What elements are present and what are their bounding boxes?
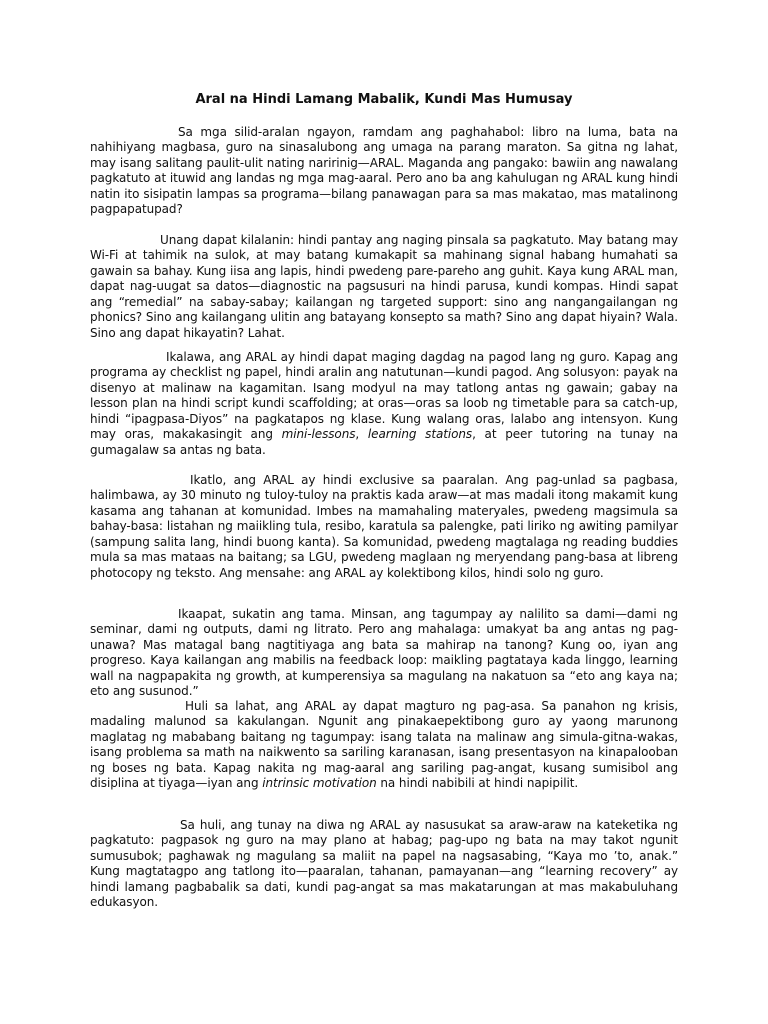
paragraph-text: Sa mga silid-aralan ngayon, ramdam ang paghahabol: libro na luma, bata na nahihiyang magbasa, guro na sinasalubong ang umaga na parang maraton. Sa gitna ng lahat, may isang salitang paulit-ulit nating naririnig—ARAL. Maganda ang pangako: bawiin ang nawalang pagkatuto at ituwid ang landas ng mga mag-aaral. Pero ano ba ang kahulugan ng ARAL kung hindi natin ito sisipatin lampas sa programa—bilang panawagan para sa mas makatao, mas matalinong pagpapatupad?: [90, 125, 678, 217]
paragraph-text: Unang dapat kilalanin: hindi pantay ang naging pinsala sa pagkatuto. May batang may Wi-Fi at tahimik na sulok, at may batang kumakapit sa mahinang signal habang humahati sa gawain sa bahay. Kung iisa ang lapis, hindi pwedeng pare-pareho ang guhit. Kaya kung ARAL man, dapat nag-uugat sa datos—diagnostic na pagsusuri na hindi parusa, kundi kompas. Hindi sapat ang “remedial” na sabay-sabay; kailangan ng targeted support: sino ang nangangailangan ng phonics? Sino ang kailangang ulitin ang batayang konsepto sa math? Sino ang dapat hiyain? Wala. Sino ang dapat hikayatin? Lahat.: [90, 233, 678, 340]
paragraph-text: Sa huli, ang tunay na diwa ng ARAL ay nasusukat sa araw-araw na kateketika ng pagkatuto: pagpasok ng guro na may plano at habag; pag-upo ng bata na may takot ngunit sumusubok; paghawak ng magulang sa maliit na papel na nagsasabing, “Kaya mo ’to, anak.” Kung magtatagpo ang tatlong ito—paaralan, tahanan, pamayanan—ang “learning recovery” ay hindi lamang pagbabalik sa dati, kundi pag-angat sa mas makatarungan at mas makabuluhang edukasyon.: [90, 818, 678, 910]
paragraph-6: [90, 699, 678, 792]
paragraph-text: na hindi nabibili at hindi napipilit.: [376, 776, 579, 791]
paragraph-text: Ikaapat, sukatin ang tama. Minsan, ang tagumpay ay nalilito sa dami—dami ng seminar, dami ng outputs, dami ng litrato. Pero ang mahalaga: umakyat ba ang antas ng pag-unawa? Mas matagal bang nagtitiyaga ang bata sa mahirap na tanong? Kung oo, iyan ang progreso. Kaya kailangan ang mabilis na feedback loop: maikling pagtataya kada linggo, learning wall na nagpapakita ng growth, at kumperensiya sa magulang na nakatuon sa “eto ang kaya na; eto ang susunod.”: [90, 607, 678, 699]
paragraph-2: [90, 233, 678, 341]
paragraph-7: [90, 818, 678, 911]
emphasized-text: mini-lessons: [281, 427, 356, 442]
paragraph-1: [90, 125, 678, 218]
paragraph-text: ,: [355, 427, 368, 442]
paragraph-text: , at peer tutoring na tunay na gumagalaw sa antas ng bata.: [90, 427, 678, 457]
document-title: Aral na Hindi Lamang Mabalik, Kundi Mas Humusay: [195, 92, 573, 107]
paragraph-text: Ikalawa, ang ARAL ay hindi dapat maging dagdag na pagod lang ng guro. Kapag ang programa ay checklist ng papel, hindi aralin ang natutunan—kundi pagod. Ang solusyon: payak na disenyo at malinaw na kagamitan. Isang modyul na may tatlong antas ng gawain; gabay na lesson plan na hindi script kundi scaffolding; at oras—oras sa loob ng timetable para sa catch-up, hindi “ipagpasa-Diyos” na pagkatapos ng klase. Kung walang oras, lalabo ang intensyon. Kung may oras, makakasingit ang: [90, 350, 678, 442]
paragraph-text: Huli sa lahat, ang ARAL ay dapat magturo ng pag-asa. Sa panahon ng krisis, madaling malunod sa kakulangan. Ngunit ang pinakaepektibong guro ay yaong marunong maglatag ng mababang baitang ng tagumpay: isang talata na malinaw ang simula-gitna-wakas, isang problema sa math na naikwento sa sariling karanasan, isang presentasyon na kinapalooban ng boses ng bata. Kapag nakita ng mag-aaral ang sariling pag-angat, kusang sumisibol ang disiplina at tiyaga—iyan ang: [90, 699, 678, 791]
paragraph-text: Ikatlo, ang ARAL ay hindi exclusive sa paaralan. Ang pag-unlad sa pagbasa, halimbawa, ay 30 minuto ng tuloy-tuloy na praktis kada araw—at mas madali itong makamit kung kasama ang tahanan at komunidad. Imbes na mamahaling materyales, pwedeng magsimula sa bahay-basa: listahan ng maiikling tula, resibo, karatula sa palengke, pati liriko ng awiting pamilyar (sampung salita lang, hindi buong kanta). Sa komunidad, pwedeng magtalaga ng reading buddies mula sa mas mataas na baitang; sa LGU, pwedeng maglaan ng meryendang pang-basa at libreng photocopy ng teksto. Ang mensahe: ang ARAL ay kolektibong kilos, hindi solo ng guro.: [90, 473, 678, 580]
emphasized-text: intrinsic motivation: [262, 776, 377, 791]
paragraph-5: [90, 607, 678, 700]
emphasized-text: learning stations: [367, 427, 473, 442]
paragraph-4: [90, 473, 678, 581]
paragraph-3: [90, 350, 678, 458]
